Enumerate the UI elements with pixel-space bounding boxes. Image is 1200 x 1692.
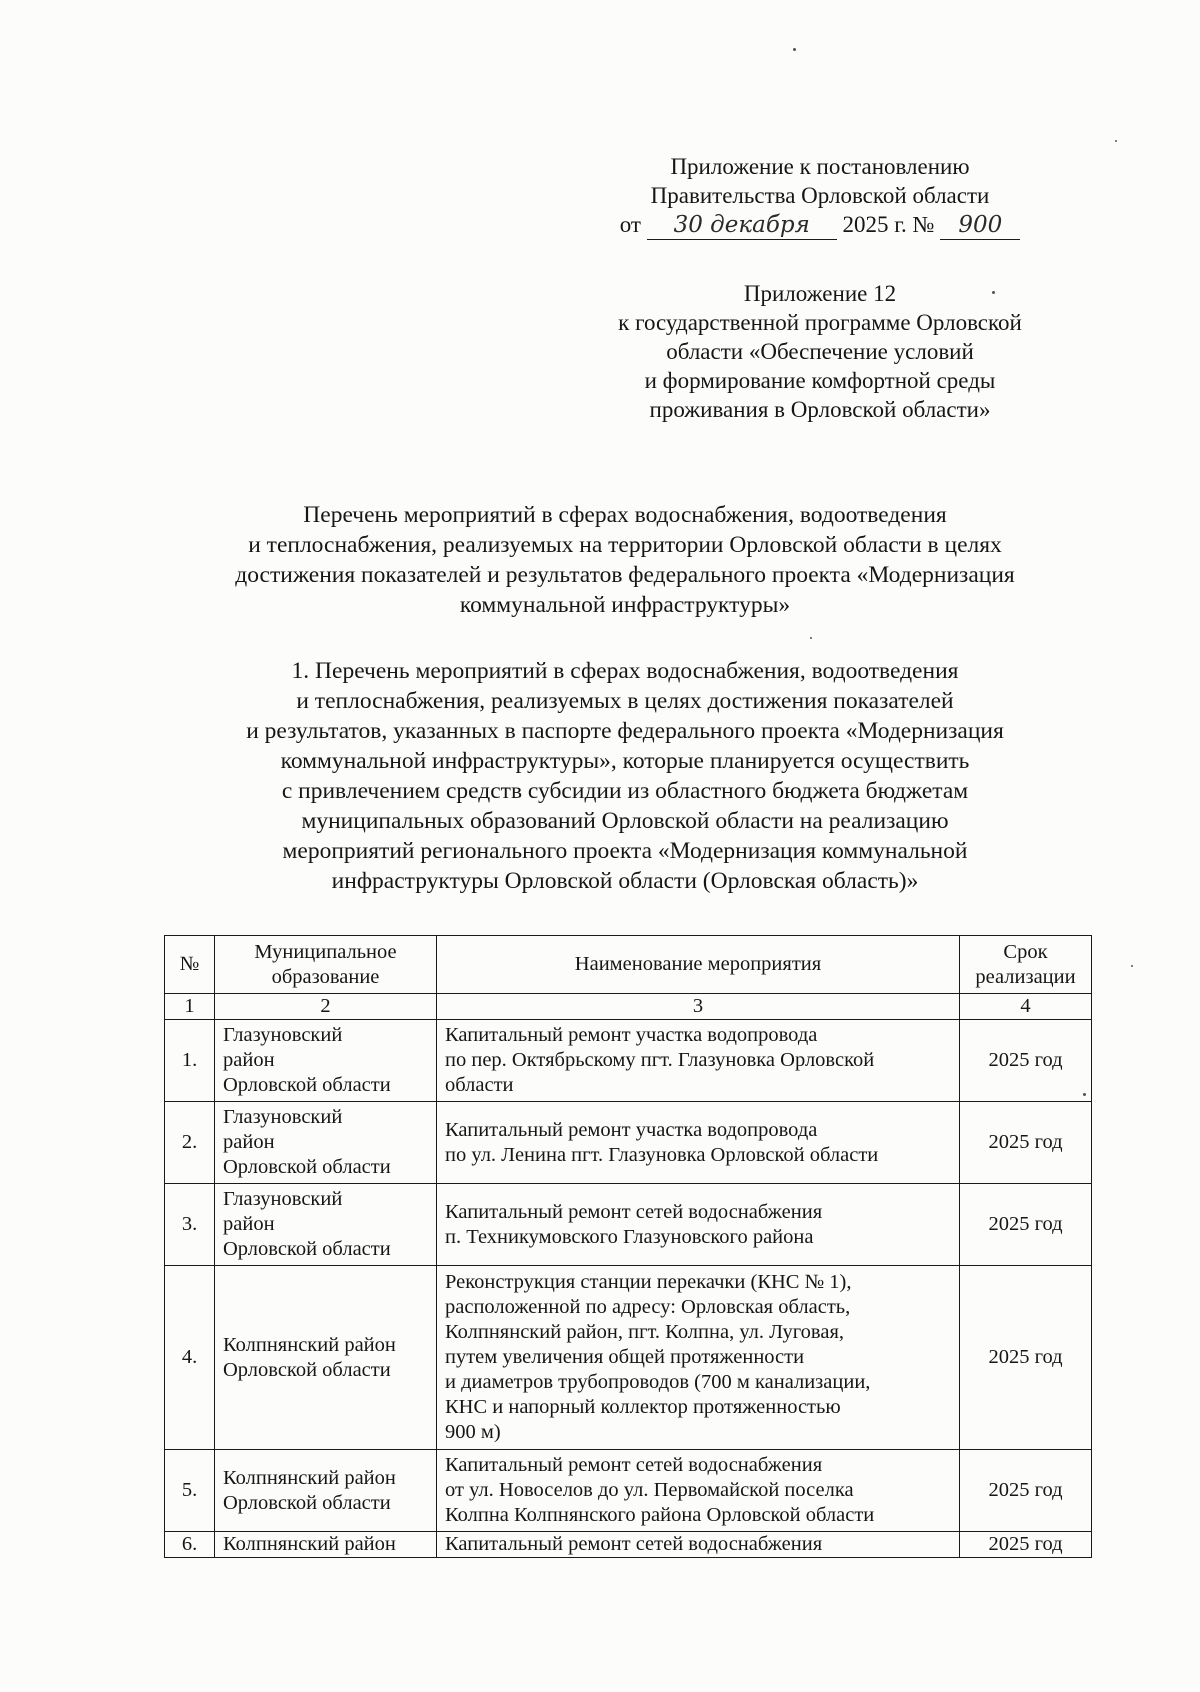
row-municipality — [215, 1532, 437, 1558]
municipality-line: Колпнянский район — [223, 1466, 396, 1489]
scan-speck — [793, 48, 796, 51]
measure-line: Капитальный ремонт сетей водоснабжения — [445, 1454, 823, 1476]
measures-table — [164, 935, 1092, 1558]
measure-line: по пер. Октябрьскому пгт. Глазуновка Орловской — [445, 1049, 875, 1071]
column-number: 2 — [215, 994, 437, 1020]
header-term-line: реализации — [975, 965, 1076, 988]
column-number: 1 — [165, 994, 215, 1020]
row-num: 6. — [165, 1532, 215, 1558]
table-header-row — [165, 936, 1092, 994]
decree-date-row — [560, 210, 1080, 239]
measure-line: Капитальный ремонт участка водопровода — [445, 1118, 818, 1141]
table-row — [165, 1184, 1092, 1266]
row-term: 2025 год — [960, 1266, 1092, 1450]
column-number: 4 — [960, 994, 1092, 1020]
measure-line: Колпна Колпнянского района Орловской области — [445, 1504, 875, 1526]
row-num: 4. — [165, 1266, 215, 1450]
program-appendix-line: к государственной программе Орловской — [618, 310, 1022, 335]
municipality-line: Орловской области — [223, 1156, 391, 1178]
column-number: 3 — [437, 994, 960, 1020]
appendix-header — [560, 152, 1080, 239]
row-measure — [437, 1450, 960, 1532]
row-measure — [437, 1266, 960, 1450]
program-appendix-line: Приложение 12 — [743, 281, 897, 306]
measure-line: по ул. Ленина пгт. Глазуновка Орловской области — [445, 1143, 879, 1166]
municipality-line: Глазуновский — [223, 1106, 343, 1128]
document-title — [100, 500, 1150, 620]
municipality-line: Орловской области — [223, 1238, 391, 1260]
measure-line: Капитальный ремонт участка водопровода — [445, 1024, 818, 1046]
measure-line: Капитальный ремонт сетей водоснабжения — [445, 1200, 823, 1223]
document-title-line: достижения показателей и результатов федерального проекта «Модернизация — [235, 562, 1015, 588]
table-row — [165, 1532, 1092, 1558]
scan-speck — [1083, 1093, 1086, 1096]
municipality-line: Колпнянский район — [223, 1333, 396, 1356]
row-term: 2025 год — [960, 1184, 1092, 1266]
header-municipality — [215, 936, 437, 994]
document-title-line: Перечень мероприятий в сферах водоснабжения, водоотведения — [303, 502, 947, 528]
header-municipality-line: Муниципальное — [254, 940, 397, 963]
row-municipality — [215, 1184, 437, 1266]
date-prefix: от — [619, 212, 641, 237]
row-num: 3. — [165, 1184, 215, 1266]
row-measure — [437, 1020, 960, 1102]
measure-line: расположенной по адресу: Орловская область, — [445, 1296, 851, 1318]
program-appendix-block — [560, 279, 1080, 424]
table-row — [165, 1266, 1092, 1450]
measure-line: Реконструкция станции перекачки (КНС № 1), — [445, 1271, 852, 1293]
table-row — [165, 1020, 1092, 1102]
scan-speck — [992, 291, 995, 294]
appendix-header-line-2: Правительства Орловской области — [650, 183, 990, 208]
column-numbers-row — [165, 994, 1092, 1020]
document-title-line: коммунальной инфраструктуры» — [459, 592, 791, 618]
municipality-line: Колпнянский район — [223, 1533, 396, 1555]
section-title-line: инфраструктуры Орловской области (Орловская область)» — [331, 868, 919, 894]
header-municipality-line: образование — [271, 965, 380, 988]
row-term: 2025 год — [960, 1532, 1092, 1558]
row-municipality — [215, 1020, 437, 1102]
measure-line: от ул. Новоселов до ул. Первомайской поселка — [445, 1479, 854, 1501]
document-title-line: и теплоснабжения, реализуемых на территории Орловской области в целях — [248, 532, 1002, 558]
scan-speck — [1131, 965, 1133, 967]
scan-speck — [1115, 140, 1117, 142]
section-title-line: мероприятий регионального проекта «Модернизация коммунальной — [282, 838, 968, 864]
section-title-line: и теплоснабжения, реализуемых в целях достижения показателей — [296, 688, 954, 714]
scan-speck — [810, 637, 812, 639]
measure-line: области — [445, 1074, 514, 1096]
measure-line: путем увеличения общей протяженности — [445, 1346, 805, 1368]
table-row — [165, 1450, 1092, 1532]
section-title-line: с привлечением средств субсидии из областного бюджета бюджетам — [281, 778, 969, 804]
program-appendix-line: области «Обеспечение условий — [666, 339, 974, 364]
program-appendix-line: и формирование комфортной среды — [644, 368, 996, 393]
row-term: 2025 год — [960, 1020, 1092, 1102]
date-year: 2025 г. № — [842, 212, 935, 237]
measure-line: и диаметров трубопроводов (700 м канализации, — [445, 1371, 871, 1393]
row-measure — [437, 1102, 960, 1184]
row-term: 2025 год — [960, 1102, 1092, 1184]
row-municipality — [215, 1450, 437, 1532]
municipality-line: Орловской области — [223, 1491, 391, 1514]
appendix-header-line-1: Приложение к постановлению — [670, 154, 970, 179]
measure-line: КНС и напорный коллектор протяженностью — [445, 1396, 841, 1418]
table-row — [165, 1102, 1092, 1184]
measure-line: Колпнянский район, пгт. Колпна, ул. Луговая, — [445, 1321, 844, 1343]
row-municipality — [215, 1266, 437, 1450]
row-num: 5. — [165, 1450, 215, 1532]
municipality-line: район — [223, 1131, 275, 1153]
municipality-line: Орловской области — [223, 1358, 391, 1381]
row-term: 2025 год — [960, 1450, 1092, 1532]
section-title-line: 1. Перечень мероприятий в сферах водоснабжения, водоотведения — [291, 658, 959, 684]
handwritten-number-field — [940, 213, 1020, 240]
section-title-line: коммунальной инфраструктуры», которые планируется осуществить — [280, 748, 970, 774]
municipality-line: район — [223, 1213, 275, 1235]
handwritten-doc-number: 900 — [958, 212, 1003, 238]
municipality-line: Глазуновский — [223, 1188, 343, 1210]
section-title-line: муниципальных образований Орловской области на реализацию — [301, 808, 949, 834]
measure-line: п. Техникумовского Глазуновского района — [445, 1225, 814, 1248]
handwritten-date-field — [647, 213, 837, 240]
row-measure — [437, 1184, 960, 1266]
row-num: 2. — [165, 1102, 215, 1184]
measure-line: Капитальный ремонт сетей водоснабжения — [445, 1533, 823, 1555]
header-num: № — [165, 936, 215, 994]
program-appendix-line: проживания в Орловской области» — [649, 397, 991, 422]
row-measure — [437, 1532, 960, 1558]
municipality-line: Глазуновский — [223, 1024, 343, 1046]
municipality-line: район — [223, 1049, 275, 1071]
header-measure: Наименование мероприятия — [437, 936, 960, 994]
measure-line: 900 м) — [445, 1421, 501, 1443]
row-num: 1. — [165, 1020, 215, 1102]
section-title — [100, 656, 1150, 896]
row-municipality — [215, 1102, 437, 1184]
municipality-line: Орловской области — [223, 1074, 391, 1096]
header-term-line: Срок — [1003, 940, 1048, 963]
header-term — [960, 936, 1092, 994]
handwritten-date: 30 декабря — [673, 212, 810, 238]
section-title-line: и результатов, указанных в паспорте федерального проекта «Модернизация — [246, 718, 1004, 744]
